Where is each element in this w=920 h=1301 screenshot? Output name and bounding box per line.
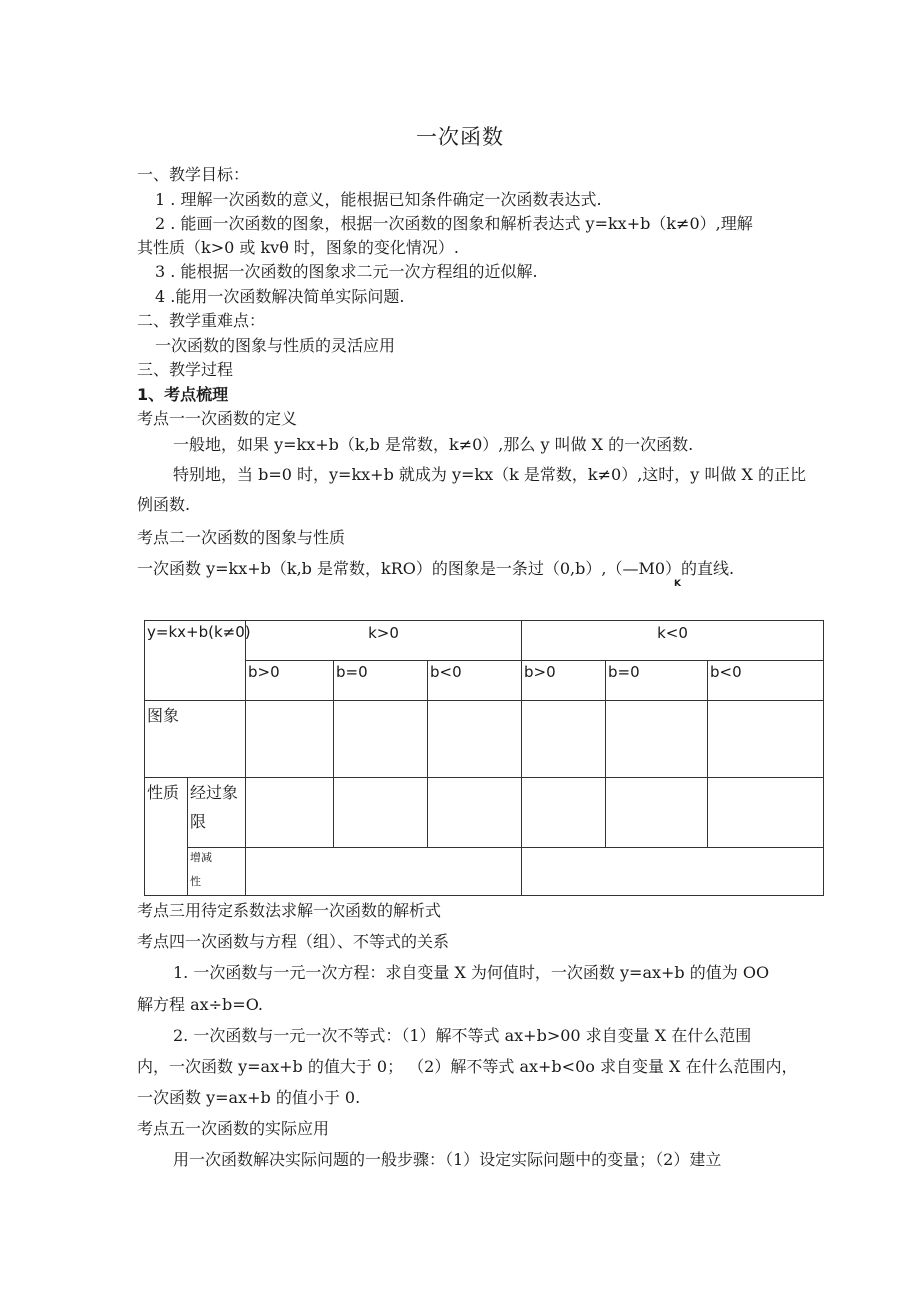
table-row-label-image: 图象	[145, 701, 246, 778]
table-row-label-mono-line1: 增减	[190, 851, 212, 864]
table-cell	[334, 778, 428, 848]
table-cell	[708, 701, 824, 778]
kp5-title: 考点五一次函数的实际应用	[137, 1119, 330, 1138]
kp5-line-1: 用一次函数解决实际问题的一般步骤：（1）设定实际问题中的变量；（2）建立	[173, 1150, 722, 1169]
table-cell	[522, 848, 824, 896]
table-cell	[246, 701, 334, 778]
section-heading-difficulties: 二、教学重难点：	[137, 311, 266, 330]
table-row-label-mono-line2: 性	[190, 875, 201, 888]
table-cell	[606, 778, 708, 848]
properties-table	[144, 620, 824, 896]
difficulties-text: 一次函数的图象与性质的灵活应用	[155, 336, 396, 355]
table-cell	[708, 778, 824, 848]
objective-item-4: 4 .能用一次函数解决简单实际问题.	[155, 287, 405, 306]
table-cell	[246, 778, 334, 848]
table-row-label-monotonicity	[188, 848, 246, 896]
kp2-line-1: 一次函数 y=kx+b（k,b 是常数，kRO）的图象是一条过（0,b）,（—M0）的直线.	[137, 559, 735, 578]
objective-item-2: 2 . 能画一次函数的图象，根据一次函数的图象和解析表达式 y=kx+b（k≠0）,理解	[155, 214, 753, 233]
table-header-k-positive: k>0	[246, 621, 522, 661]
kp4-line-2: 解方程 ax÷b=O.	[137, 995, 263, 1014]
kp4-line-4: 内，一次函数 y=ax+b 的值大于 0； （2）解不等式 ax+b<0o 求自变量 X 在什么范围内，	[137, 1057, 798, 1076]
kp4-line-5: 一次函数 y=ax+b 的值小于 0.	[137, 1088, 361, 1107]
table-header-k-negative: k<0	[522, 621, 824, 661]
kp1-line-1: 一般地，如果 y=kx+b（k,b 是常数，k≠0）,那么 y 叫做 X 的一次函数.	[173, 435, 694, 454]
table-row-label-quadrant-line1: 经过象	[190, 783, 239, 802]
kp1-line-3: 例函数.	[137, 495, 191, 514]
page-title: 一次函数	[416, 125, 504, 149]
kp1-title: 考点一一次函数的定义	[137, 409, 298, 428]
objective-item-3: 3 . 能根据一次函数的图象求二元一次方程组的近似解.	[155, 262, 538, 281]
table-row-label-quadrant	[188, 778, 246, 848]
kp1-line-2: 特别地，当 b=0 时，y=kx+b 就成为 y=kx（k 是常数，k≠0）,这时，y 叫做 X 的正比	[173, 465, 806, 484]
table-header-b: b<0	[428, 661, 522, 701]
kp2-title: 考点二一次函数的图象与性质	[137, 528, 346, 547]
table-cell	[334, 701, 428, 778]
section-heading-objectives: 一、教学目标：	[137, 165, 250, 184]
table-cell	[606, 701, 708, 778]
table-cell	[428, 778, 522, 848]
kp4-line-3: 2. 一次函数与一元一次不等式：（1）解不等式 ax+b>00 求自变量 X 在什么范围	[173, 1026, 752, 1045]
table-corner-cell: y=kx+b(k≠0)	[145, 621, 246, 701]
kp4-title: 考点四一次函数与方程（组）、不等式的关系	[137, 932, 450, 951]
kp3-title: 考点三用待定系数法求解一次函数的解析式	[137, 901, 442, 920]
table-cell	[428, 701, 522, 778]
kp2-subscript-k: K	[674, 579, 681, 589]
table-header-b: b>0	[246, 661, 334, 701]
table-header-b: b<0	[708, 661, 824, 701]
table-cell	[522, 778, 606, 848]
table-cell	[246, 848, 522, 896]
subsection-heading-review: 1、考点梳理	[137, 385, 229, 404]
table-row-label-quadrant-line2: 限	[190, 812, 207, 831]
section-heading-process: 三、教学过程	[137, 360, 234, 379]
table-row-label-property: 性质	[145, 778, 188, 896]
table-header-b: b=0	[606, 661, 708, 701]
table-cell	[522, 701, 606, 778]
table-header-b: b=0	[334, 661, 428, 701]
objective-item-1: 1 . 理解一次函数的意义，能根据已知条件确定一次函数表达式.	[155, 190, 602, 209]
kp4-line-1: 1. 一次函数与一元一次方程：求自变量 X 为何值时，一次函数 y=ax+b 的值为 OO	[173, 963, 770, 982]
table-header-b: b>0	[522, 661, 606, 701]
objective-item-2-cont: 其性质（k>0 或 kvθ 时，图象的变化情况）.	[137, 238, 459, 257]
